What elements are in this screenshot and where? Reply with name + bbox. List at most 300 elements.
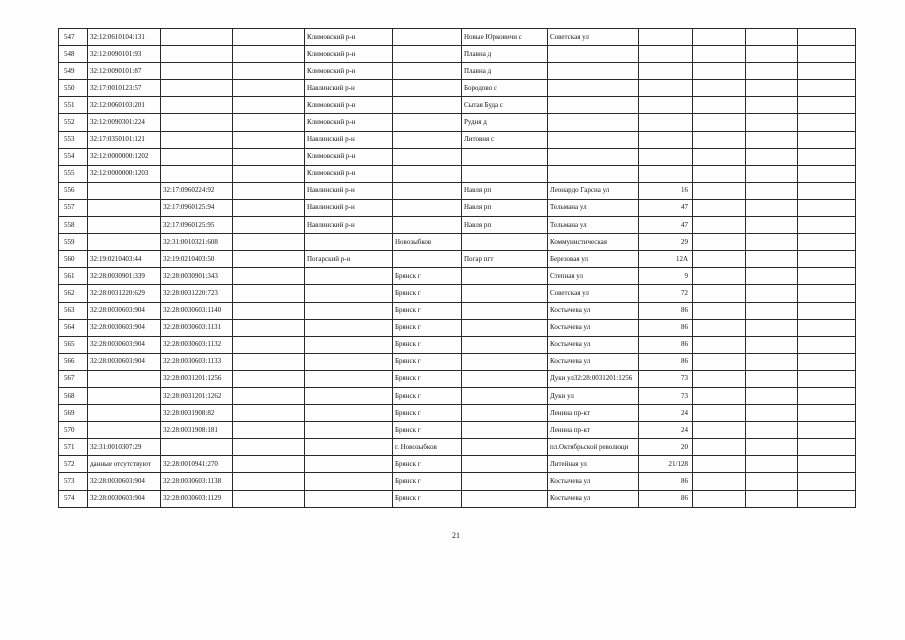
street-cell: Литейная ул xyxy=(548,456,639,473)
blank-cell xyxy=(746,353,798,370)
blank-cell xyxy=(798,46,856,63)
cadastral-number-cell: 32:12:0090101:87 xyxy=(88,63,161,80)
district-cell: Климовский р-н xyxy=(305,165,393,182)
blank-cell xyxy=(798,490,856,507)
table-row xyxy=(59,29,856,46)
district-cell xyxy=(305,456,393,473)
blank-cell xyxy=(693,131,746,148)
blank-cell xyxy=(693,199,746,216)
house-number-cell: 86 xyxy=(639,302,693,319)
district-cell: Климовский р-н xyxy=(305,114,393,131)
blank-cell xyxy=(746,456,798,473)
city-cell xyxy=(393,80,462,97)
cadastral-number-cell xyxy=(88,387,161,404)
blank-cell xyxy=(233,217,305,234)
house-number-cell: 86 xyxy=(639,490,693,507)
settlement-cell: Рудня д xyxy=(462,114,548,131)
district-cell xyxy=(305,439,393,456)
street-cell: Костычева ул xyxy=(548,302,639,319)
city-cell xyxy=(393,148,462,165)
blank-cell xyxy=(798,97,856,114)
house-number-cell: 20 xyxy=(639,439,693,456)
blank-cell xyxy=(693,405,746,422)
object-cadastral-number-cell: 32:28:0031908:181 xyxy=(161,422,233,439)
cadastral-number-cell: 32:17:0010123:57 xyxy=(88,80,161,97)
object-cadastral-number-cell: 32:28:0030603:1138 xyxy=(161,473,233,490)
cadastral-number-cell xyxy=(88,217,161,234)
settlement-cell xyxy=(462,234,548,251)
blank-cell xyxy=(798,473,856,490)
city-cell: Новозыбков xyxy=(393,234,462,251)
blank-cell xyxy=(693,97,746,114)
blank-cell xyxy=(798,302,856,319)
district-cell: Климовский р-н xyxy=(305,29,393,46)
street-cell xyxy=(548,114,639,131)
blank-cell xyxy=(693,370,746,387)
cadastral-number-cell: 32:12:0610104:131 xyxy=(88,29,161,46)
settlement-cell: Литовня с xyxy=(462,131,548,148)
settlement-cell xyxy=(462,405,548,422)
blank-cell xyxy=(746,114,798,131)
house-number-cell: 86 xyxy=(639,319,693,336)
settlement-cell xyxy=(462,387,548,404)
cadastral-number-cell xyxy=(88,199,161,216)
street-cell: Костычева ул xyxy=(548,319,639,336)
city-cell: Брянск г xyxy=(393,490,462,507)
row-number-cell: 551 xyxy=(59,97,88,114)
cadastral-number-cell xyxy=(88,182,161,199)
settlement-cell xyxy=(462,353,548,370)
blank-cell xyxy=(233,114,305,131)
object-cadastral-number-cell: 32:28:0030603:1133 xyxy=(161,353,233,370)
row-number-cell: 569 xyxy=(59,405,88,422)
district-cell: Погарский р-н xyxy=(305,251,393,268)
cadastral-number-cell: 32:12:0000000:1203 xyxy=(88,165,161,182)
house-number-cell xyxy=(639,114,693,131)
row-number-cell: 566 xyxy=(59,353,88,370)
blank-cell xyxy=(798,439,856,456)
cadastral-number-cell: 32:28:0030603:904 xyxy=(88,353,161,370)
city-cell: Брянск г xyxy=(393,319,462,336)
house-number-cell xyxy=(639,63,693,80)
street-cell: Степная ул xyxy=(548,268,639,285)
row-number-cell: 572 xyxy=(59,456,88,473)
row-number-cell: 574 xyxy=(59,490,88,507)
city-cell xyxy=(393,251,462,268)
blank-cell xyxy=(746,370,798,387)
street-cell: Дуки ул32:28:0031201:1256 xyxy=(548,370,639,387)
settlement-cell: Навля рп xyxy=(462,182,548,199)
blank-cell xyxy=(746,251,798,268)
blank-cell xyxy=(233,490,305,507)
blank-cell xyxy=(693,80,746,97)
house-number-cell xyxy=(639,97,693,114)
cadastral-number-cell: 32:28:0030603:904 xyxy=(88,490,161,507)
table-body xyxy=(59,29,856,508)
object-cadastral-number-cell xyxy=(161,165,233,182)
settlement-cell xyxy=(462,285,548,302)
blank-cell xyxy=(746,46,798,63)
blank-cell xyxy=(233,422,305,439)
blank-cell xyxy=(798,165,856,182)
table-row xyxy=(59,234,856,251)
house-number-cell xyxy=(639,46,693,63)
object-cadastral-number-cell xyxy=(161,131,233,148)
table-row xyxy=(59,353,856,370)
blank-cell xyxy=(798,353,856,370)
city-cell xyxy=(393,63,462,80)
street-cell: Тельмана ул xyxy=(548,217,639,234)
street-cell: Костычева ул xyxy=(548,353,639,370)
house-number-cell xyxy=(639,165,693,182)
object-cadastral-number-cell: 32:28:0030901:343 xyxy=(161,268,233,285)
blank-cell xyxy=(693,165,746,182)
blank-cell xyxy=(233,353,305,370)
settlement-cell: Плавна д xyxy=(462,46,548,63)
cadastral-number-cell xyxy=(88,234,161,251)
row-number-cell: 552 xyxy=(59,114,88,131)
table-row xyxy=(59,422,856,439)
street-cell: Костычева ул xyxy=(548,336,639,353)
object-cadastral-number-cell xyxy=(161,80,233,97)
settlement-cell xyxy=(462,268,548,285)
blank-cell xyxy=(693,285,746,302)
blank-cell xyxy=(746,131,798,148)
blank-cell xyxy=(746,439,798,456)
blank-cell xyxy=(693,63,746,80)
cadastral-number-cell: 32:31:0010307:29 xyxy=(88,439,161,456)
blank-cell xyxy=(746,405,798,422)
blank-cell xyxy=(798,456,856,473)
blank-cell xyxy=(798,148,856,165)
district-cell xyxy=(305,268,393,285)
district-cell: Навлинский р-н xyxy=(305,80,393,97)
blank-cell xyxy=(693,251,746,268)
street-cell: Березовая ул xyxy=(548,251,639,268)
district-cell: Навлинский р-н xyxy=(305,199,393,216)
street-cell: пл.Октябрьской революци xyxy=(548,439,639,456)
cadastral-number-cell: данные отсутствуют xyxy=(88,456,161,473)
object-cadastral-number-cell xyxy=(161,97,233,114)
settlement-cell xyxy=(462,148,548,165)
object-cadastral-number-cell: 32:28:0030603:1131 xyxy=(161,319,233,336)
object-cadastral-number-cell: 32:28:0031201:1262 xyxy=(161,387,233,404)
city-cell: Брянск г xyxy=(393,268,462,285)
blank-cell xyxy=(693,473,746,490)
object-cadastral-number-cell: 32:17:0960125:95 xyxy=(161,217,233,234)
district-cell xyxy=(305,336,393,353)
street-cell: Костычева ул xyxy=(548,473,639,490)
table-row xyxy=(59,370,856,387)
district-cell: Навлинский р-н xyxy=(305,131,393,148)
settlement-cell xyxy=(462,336,548,353)
house-number-cell xyxy=(639,148,693,165)
blank-cell xyxy=(798,80,856,97)
city-cell: Брянск г xyxy=(393,422,462,439)
row-number-cell: 554 xyxy=(59,148,88,165)
blank-cell xyxy=(233,234,305,251)
row-number-cell: 562 xyxy=(59,285,88,302)
city-cell xyxy=(393,46,462,63)
blank-cell xyxy=(233,80,305,97)
city-cell xyxy=(393,217,462,234)
blank-cell xyxy=(746,29,798,46)
blank-cell xyxy=(233,182,305,199)
row-number-cell: 553 xyxy=(59,131,88,148)
settlement-cell xyxy=(462,439,548,456)
blank-cell xyxy=(693,46,746,63)
row-number-cell: 555 xyxy=(59,165,88,182)
blank-cell xyxy=(746,302,798,319)
district-cell xyxy=(305,490,393,507)
district-cell xyxy=(305,422,393,439)
blank-cell xyxy=(798,268,856,285)
table-row xyxy=(59,63,856,80)
district-cell xyxy=(305,285,393,302)
blank-cell xyxy=(746,97,798,114)
cadastral-number-cell: 32:28:0030603:904 xyxy=(88,319,161,336)
district-cell: Климовский р-н xyxy=(305,46,393,63)
city-cell xyxy=(393,199,462,216)
object-cadastral-number-cell xyxy=(161,439,233,456)
blank-cell xyxy=(746,80,798,97)
table-row xyxy=(59,387,856,404)
street-cell xyxy=(548,46,639,63)
blank-cell xyxy=(798,319,856,336)
table-row xyxy=(59,302,856,319)
object-cadastral-number-cell xyxy=(161,46,233,63)
blank-cell xyxy=(693,29,746,46)
settlement-cell xyxy=(462,370,548,387)
blank-cell xyxy=(746,490,798,507)
district-cell: Навлинский р-н xyxy=(305,182,393,199)
cadastral-number-cell xyxy=(88,405,161,422)
row-number-cell: 564 xyxy=(59,319,88,336)
blank-cell xyxy=(693,302,746,319)
street-cell xyxy=(548,97,639,114)
house-number-cell: 47 xyxy=(639,217,693,234)
blank-cell xyxy=(693,148,746,165)
street-cell: Ленина пр-кт xyxy=(548,405,639,422)
row-number-cell: 565 xyxy=(59,336,88,353)
blank-cell xyxy=(233,46,305,63)
house-number-cell: 12А xyxy=(639,251,693,268)
cadastral-number-cell: 32:28:0030603:904 xyxy=(88,336,161,353)
blank-cell xyxy=(693,422,746,439)
settlement-cell xyxy=(462,302,548,319)
blank-cell xyxy=(798,336,856,353)
street-cell: Коммунистическая xyxy=(548,234,639,251)
blank-cell xyxy=(233,302,305,319)
object-cadastral-number-cell: 32:17:0960224:92 xyxy=(161,182,233,199)
object-cadastral-number-cell xyxy=(161,148,233,165)
city-cell xyxy=(393,114,462,131)
blank-cell xyxy=(798,387,856,404)
blank-cell xyxy=(233,387,305,404)
blank-cell xyxy=(693,439,746,456)
blank-cell xyxy=(233,319,305,336)
house-number-cell: 72 xyxy=(639,285,693,302)
city-cell: Брянск г xyxy=(393,285,462,302)
row-number-cell: 567 xyxy=(59,370,88,387)
blank-cell xyxy=(233,336,305,353)
blank-cell xyxy=(798,370,856,387)
row-number-cell: 550 xyxy=(59,80,88,97)
street-cell xyxy=(548,148,639,165)
row-number-cell: 560 xyxy=(59,251,88,268)
city-cell: Брянск г xyxy=(393,387,462,404)
blank-cell xyxy=(798,405,856,422)
blank-cell xyxy=(693,114,746,131)
settlement-cell xyxy=(462,422,548,439)
settlement-cell: Новые Юрковичи с xyxy=(462,29,548,46)
blank-cell xyxy=(233,370,305,387)
table-row xyxy=(59,148,856,165)
blank-cell xyxy=(693,456,746,473)
house-number-cell: 24 xyxy=(639,422,693,439)
district-cell xyxy=(305,353,393,370)
blank-cell xyxy=(798,422,856,439)
blank-cell xyxy=(798,217,856,234)
blank-cell xyxy=(693,217,746,234)
table-row xyxy=(59,165,856,182)
table-row xyxy=(59,182,856,199)
blank-cell xyxy=(746,234,798,251)
blank-cell xyxy=(746,182,798,199)
district-cell xyxy=(305,302,393,319)
object-cadastral-number-cell: 32:28:0030603:1132 xyxy=(161,336,233,353)
settlement-cell xyxy=(462,490,548,507)
blank-cell xyxy=(798,131,856,148)
blank-cell xyxy=(233,251,305,268)
district-cell: Навлинский р-н xyxy=(305,217,393,234)
cadastral-number-cell: 32:12:0090101:93 xyxy=(88,46,161,63)
blank-cell xyxy=(233,199,305,216)
settlement-cell: Сытая Буда с xyxy=(462,97,548,114)
street-cell: Костычева ул xyxy=(548,490,639,507)
house-number-cell: 86 xyxy=(639,353,693,370)
blank-cell xyxy=(693,234,746,251)
city-cell xyxy=(393,182,462,199)
settlement-cell: Плавна д xyxy=(462,63,548,80)
object-cadastral-number-cell xyxy=(161,63,233,80)
blank-cell xyxy=(746,285,798,302)
table-row xyxy=(59,336,856,353)
street-cell: Советская ул xyxy=(548,285,639,302)
object-cadastral-number-cell xyxy=(161,114,233,131)
blank-cell xyxy=(233,148,305,165)
table-row xyxy=(59,114,856,131)
settlement-cell: Бородово с xyxy=(462,80,548,97)
house-number-cell: 47 xyxy=(639,199,693,216)
street-cell xyxy=(548,165,639,182)
blank-cell xyxy=(233,473,305,490)
cadastral-number-cell: 32:28:0031220:629 xyxy=(88,285,161,302)
row-number-cell: 561 xyxy=(59,268,88,285)
house-number-cell: 86 xyxy=(639,473,693,490)
city-cell: Брянск г xyxy=(393,353,462,370)
city-cell xyxy=(393,131,462,148)
settlement-cell: Погар пгт xyxy=(462,251,548,268)
city-cell xyxy=(393,29,462,46)
cadastral-number-cell: 32:12:0060103:201 xyxy=(88,97,161,114)
blank-cell xyxy=(746,165,798,182)
page-number: 21 xyxy=(452,531,460,540)
city-cell: Брянск г xyxy=(393,473,462,490)
object-cadastral-number-cell: 32:17:0960125:94 xyxy=(161,199,233,216)
blank-cell xyxy=(798,114,856,131)
row-number-cell: 571 xyxy=(59,439,88,456)
street-cell xyxy=(548,80,639,97)
blank-cell xyxy=(233,97,305,114)
district-cell xyxy=(305,234,393,251)
city-cell: Брянск г xyxy=(393,405,462,422)
object-cadastral-number-cell: 32:28:0031220:723 xyxy=(161,285,233,302)
blank-cell xyxy=(233,63,305,80)
city-cell: г. Новозыбков xyxy=(393,439,462,456)
city-cell: Брянск г xyxy=(393,336,462,353)
city-cell: Брянск г xyxy=(393,370,462,387)
house-number-cell: 21/128 xyxy=(639,456,693,473)
blank-cell xyxy=(746,199,798,216)
property-registry-table xyxy=(58,28,856,508)
blank-cell xyxy=(233,285,305,302)
row-number-cell: 563 xyxy=(59,302,88,319)
district-cell xyxy=(305,370,393,387)
street-cell xyxy=(548,131,639,148)
blank-cell xyxy=(798,234,856,251)
blank-cell xyxy=(746,217,798,234)
blank-cell xyxy=(233,165,305,182)
blank-cell xyxy=(798,251,856,268)
settlement-cell xyxy=(462,456,548,473)
object-cadastral-number-cell xyxy=(161,29,233,46)
blank-cell xyxy=(233,456,305,473)
house-number-cell: 24 xyxy=(639,405,693,422)
blank-cell xyxy=(693,353,746,370)
district-cell: Климовский р-н xyxy=(305,63,393,80)
blank-cell xyxy=(746,422,798,439)
street-cell xyxy=(548,63,639,80)
house-number-cell: 9 xyxy=(639,268,693,285)
row-number-cell: 573 xyxy=(59,473,88,490)
street-cell: Ленина пр-кт xyxy=(548,422,639,439)
district-cell: Климовский р-н xyxy=(305,97,393,114)
blank-cell xyxy=(233,29,305,46)
settlement-cell xyxy=(462,165,548,182)
house-number-cell: 73 xyxy=(639,370,693,387)
object-cadastral-number-cell: 32:28:0030603:1140 xyxy=(161,302,233,319)
district-cell xyxy=(305,473,393,490)
table-row xyxy=(59,319,856,336)
city-cell: Брянск г xyxy=(393,302,462,319)
house-number-cell: 86 xyxy=(639,336,693,353)
city-cell xyxy=(393,97,462,114)
house-number-cell xyxy=(639,131,693,148)
cadastral-number-cell: 32:17:0350101:121 xyxy=(88,131,161,148)
blank-cell xyxy=(746,336,798,353)
table-row xyxy=(59,473,856,490)
object-cadastral-number-cell: 32:28:0010941:270 xyxy=(161,456,233,473)
street-cell: Тельмана ул xyxy=(548,199,639,216)
blank-cell xyxy=(693,490,746,507)
table-row xyxy=(59,285,856,302)
row-number-cell: 549 xyxy=(59,63,88,80)
table-row xyxy=(59,251,856,268)
district-cell xyxy=(305,387,393,404)
blank-cell xyxy=(693,182,746,199)
table-row xyxy=(59,439,856,456)
